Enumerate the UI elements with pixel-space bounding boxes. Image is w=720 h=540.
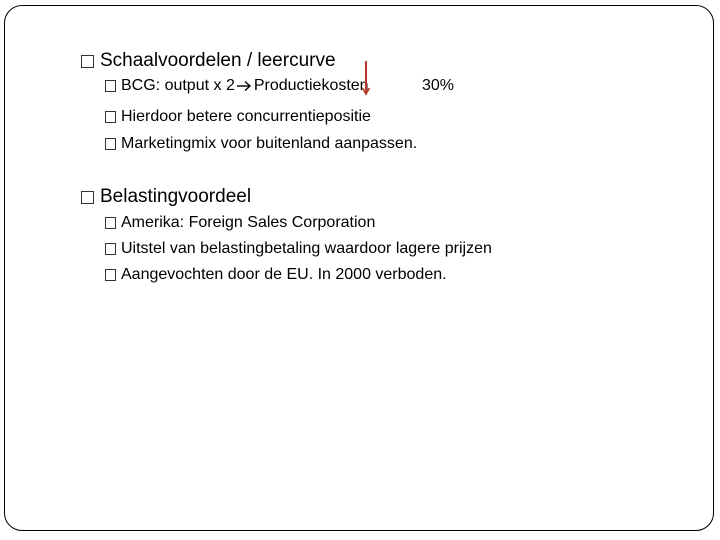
bullet-text: Hierdoor betere concurrentiepositie (121, 108, 371, 125)
square-bullet-icon (81, 55, 94, 68)
square-bullet-icon (105, 269, 116, 281)
arrow-right-icon (236, 80, 252, 92)
bullet-item-concurrentiepositie (105, 108, 371, 126)
bullet-text: Aangevochten door de EU. In 2000 verboden. (121, 266, 447, 283)
bullet-item-marketingmix (105, 135, 417, 153)
square-bullet-icon (105, 80, 116, 92)
square-bullet-icon (105, 111, 116, 123)
cost-reduction-value: 30% (422, 77, 455, 94)
section-heading-text: Belastingvoordeel (100, 186, 252, 207)
bullet-item-uitstel (105, 240, 492, 258)
bullet-item-eu (105, 266, 447, 284)
square-bullet-icon (105, 217, 116, 229)
section-heading-schaalvoordelen (81, 50, 336, 72)
bullet-text-suffix: Productiekosten (253, 77, 369, 94)
bullet-text-prefix: BCG: output x 2 (121, 77, 235, 94)
bullet-text: Marketingmix voor buitenland aanpassen. (121, 135, 418, 152)
square-bullet-icon (105, 243, 116, 255)
down-arrow-icon (361, 60, 371, 96)
square-bullet-icon (105, 138, 116, 150)
bullet-item-amerika (105, 214, 375, 232)
square-bullet-icon (81, 191, 94, 204)
section-heading-text: Schaalvoordelen / leercurve (100, 50, 336, 71)
bullet-text: Amerika: Foreign Sales Corporation (121, 214, 376, 231)
section-heading-belastingvoordeel (81, 186, 251, 208)
bullet-text: Uitstel van belastingbetaling waardoor lagere prijzen (121, 240, 492, 257)
bullet-item-bcg (105, 77, 369, 95)
